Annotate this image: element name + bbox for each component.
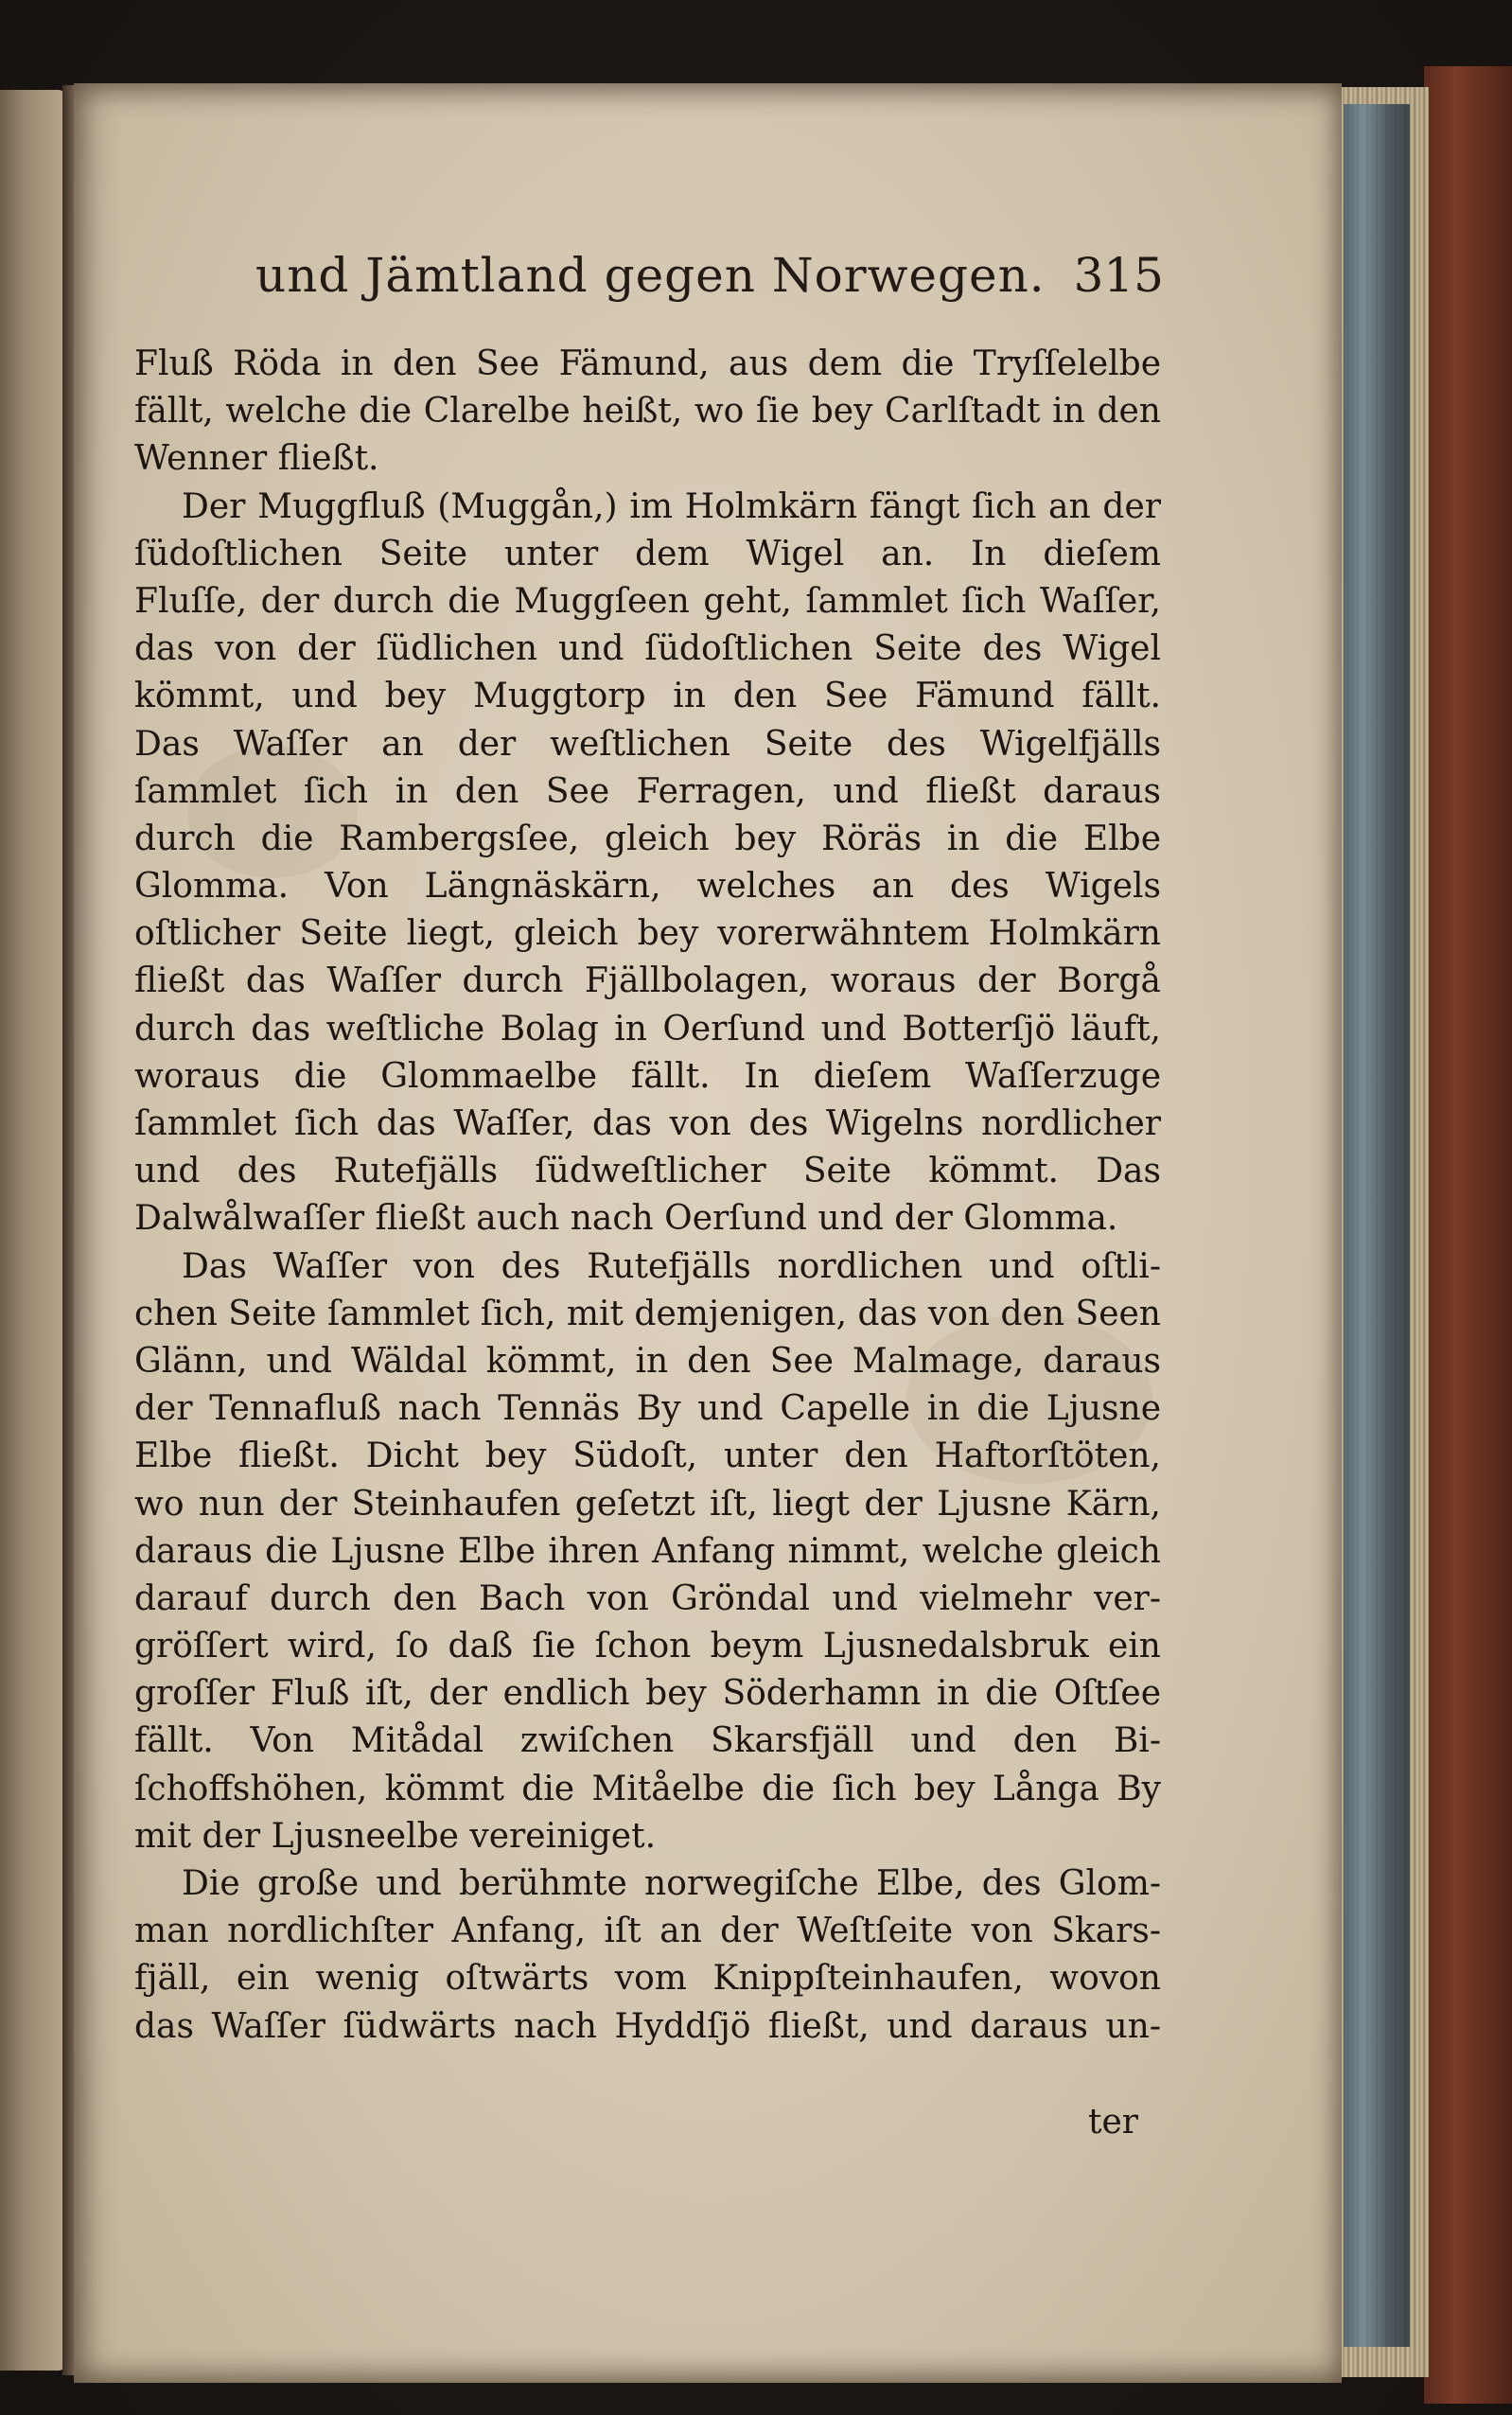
text-line: gröſſert wird, ſo daß ſie ſchon beym Ljusnedalsbruk ein (134, 1627, 1161, 1666)
text-line: daraus die Ljusne Elbe ihren Anfang nimmt, welche gleich (134, 1531, 1161, 1571)
book-cover-edge (1424, 66, 1512, 2404)
text-line: das von der ſüdlichen und ſüdoſtlichen Seite des Wigel (134, 629, 1161, 669)
text-line: Glänn, und Wäldal kömmt, in den See Malmage, daraus (134, 1341, 1161, 1381)
text-line: Das Waſſer an der weſtlichen Seite des Wigelfjälls (134, 724, 1161, 764)
text-line: ſchoffshöhen, kömmt die Mitåelbe die ſich bey Långa By (134, 1769, 1161, 1808)
text-line: das Waſſer ſüdwärts nach Hyddſjö fließt, und daraus un- (134, 2006, 1161, 2046)
text-body (134, 341, 1161, 2051)
text-line: Der Muggfluß (Muggån,) im Holmkärn fängt ſich an der (182, 486, 1161, 526)
text-line: darauf durch den Bach von Gröndal und vielmehr ver- (134, 1578, 1161, 1618)
text-line: Glomma. Von Längnäskärn, welches an des Wigels (134, 867, 1161, 907)
text-line: mit der Ljusneelbe vereiniget. (134, 1816, 657, 1856)
text-line: Das Waſſer von des Rutefjälls nordlichen und oſtli- (182, 1246, 1161, 1286)
text-line: Fluſſe, der durch die Muggſeen geht, ſammlet ſich Waſſer, (134, 581, 1161, 621)
text-line: Wenner fließt. (134, 439, 379, 479)
previous-page-edge (0, 90, 64, 2371)
text-line: Dalwålwaſſer fließt auch nach Oerſund und der Glomma. (134, 1199, 1118, 1239)
text-line: woraus die Glommaelbe fällt. In dieſem Waſſerzuge (134, 1056, 1161, 1096)
text-line: fällt, welche die Clarelbe heißt, wo ſie bey Carlſtadt in den (134, 392, 1161, 432)
marbled-endpaper (1344, 104, 1410, 2347)
page-number: 315 (1073, 248, 1164, 303)
running-title: und Jämtland gegen Norwegen. (255, 248, 1046, 303)
text-line: oſtlicher Seite liegt, gleich bey vorerwähntem Holmkärn (134, 914, 1161, 954)
text-line: der Tennafluß nach Tennäs By und Capelle in die Ljusne (134, 1389, 1161, 1429)
text-line: fließt das Waſſer durch Fjällbolagen, woraus der Borgå (134, 961, 1161, 1001)
text-line: Fluß Röda in den See Fämund, aus dem die Tryſſelelbe (134, 344, 1161, 383)
text-line: wo nun der Steinhaufen geſetzt iſt, liegt der Ljusne Kärn, (134, 1484, 1161, 1524)
text-line: man nordlichſter Anfang, iſt an der Weſtſeite von Skars- (134, 1912, 1161, 1951)
text-line: groſſer Fluß iſt, der endlich bey Söderhamn in die Oſtſee (134, 1674, 1161, 1714)
text-line: fjäll, ein wenig oſtwärts vom Knippſteinhaufen, wovon (134, 1959, 1161, 1999)
catchword: ter (1088, 2103, 1138, 2142)
text-line: ſüdoſtlichen Seite unter dem Wigel an. In dieſem (134, 534, 1161, 573)
text-line: chen Seite ſammlet ſich, mit demjenigen, das von den Seen (134, 1294, 1161, 1333)
text-line: Die große und berühmte norwegiſche Elbe, des Glom- (182, 1864, 1161, 1903)
text-line: ſammlet ſich in den See Ferragen, und fließt daraus (134, 771, 1161, 811)
page-header (255, 248, 1164, 324)
text-line: durch das weſtliche Bolag in Oerſund und Botterſjö läuft, (134, 1009, 1161, 1049)
text-line: Elbe fließt. Dicht bey Südoſt, unter den Haftorſtöten, (134, 1437, 1161, 1476)
text-line: kömmt, und bey Muggtorp in den See Fämund fällt. (134, 677, 1161, 716)
text-line: und des Rutefjälls ſüdweſtlicher Seite kömmt. Das (134, 1152, 1161, 1191)
text-line: durch die Rambergsſee, gleich bey Röräs in die Elbe (134, 819, 1161, 858)
text-line: fällt. Von Mitådal zwiſchen Skarsfjäll und den Bi- (134, 1721, 1161, 1761)
text-line: ſammlet ſich das Waſſer, das von des Wigelns nordlicher (134, 1104, 1161, 1143)
